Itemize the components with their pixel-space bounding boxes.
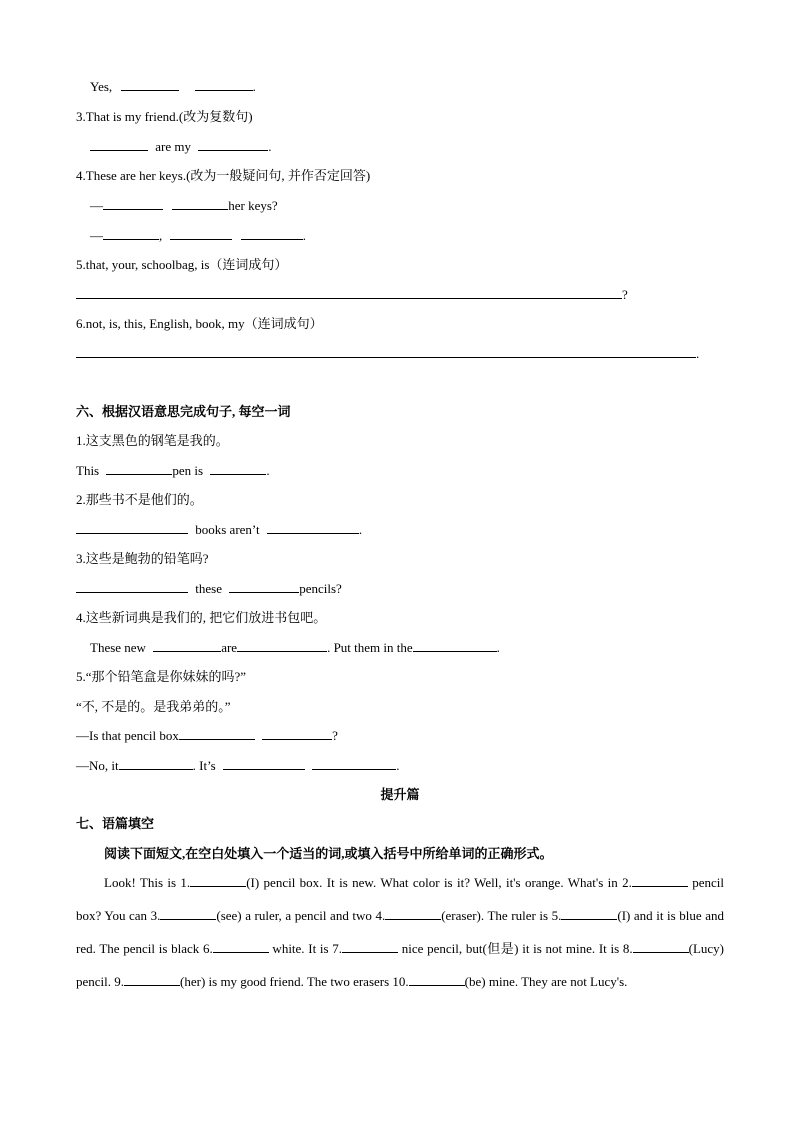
s6-q5-cn2: “不, 不是的。是我弟弟的。” [76,699,231,714]
s6-q1-answer [76,462,270,480]
answer-blank[interactable] [106,462,172,475]
section6-heading: 六、根据汉语意思完成句子, 每空一词 [76,404,291,419]
passage-text: nice pencil, but(但是) it is not mine. It is 8. [398,941,633,956]
passage-text: (eraser). The ruler is 5. [441,908,562,923]
answer-text: ? [332,728,338,743]
answer-blank[interactable] [195,78,253,91]
answer-text: these [195,581,222,596]
answer-blank[interactable] [223,757,305,770]
q5-answer-line [76,286,628,304]
s6-q1-cn: 1.这支黑色的钢笔是我的。 [76,433,229,448]
cloze-blank-2[interactable] [632,874,688,887]
cloze-blank-7[interactable] [342,940,398,953]
answer-blank[interactable] [153,639,221,652]
q4-prompt: 4.These are her keys.(改为一般疑问句, 并作否定回答) [76,168,371,183]
answer-blank[interactable] [76,345,696,358]
answer-text: This [76,463,100,478]
answer-text: pen is [172,463,204,478]
cloze-blank-1[interactable] [190,874,246,887]
s6-q5-answer-1 [76,727,338,745]
passage-text: (I) and it is blue and red. The pencil is black 6. [76,908,725,956]
answer-blank[interactable] [229,580,299,593]
q3-answer-line: are my . [90,138,271,156]
s6-q5-answer-2 [76,757,400,775]
answer-blank[interactable] [262,727,332,740]
q5-prompt: 5.that, your, schoolbag, is（连词成句） [76,257,288,272]
answer-text: her keys? [228,198,278,213]
answer-blank[interactable] [76,521,188,534]
cloze-blank-5[interactable] [561,907,617,920]
q6-prompt: 6.not, is, this, English, book, my（连词成句） [76,316,323,331]
answer-blank[interactable] [76,286,622,299]
dash: — [90,228,103,243]
passage-text: pencil box? You can 3. [76,875,724,923]
cloze-blank-8[interactable] [633,940,689,953]
comma: , [159,228,163,243]
passage-text: (her) is my good friend. The two erasers 10. [180,974,409,989]
answer-blank[interactable] [267,521,359,534]
answer-text: . Put them in the [327,640,413,655]
passage-text: Look! This is 1. [104,875,191,890]
passage-text: (I) pencil box. It is new. What color is it? Well, it's orange. What's in 2. [246,875,632,890]
s6-q3-cn: 3.这些是鲍勃的铅笔吗? [76,551,209,566]
cloze-blank-6[interactable] [213,940,269,953]
answer-blank[interactable] [210,462,266,475]
answer-blank[interactable] [198,138,268,151]
q6-answer-line [76,345,699,363]
s6-q2-cn: 2.那些书不是他们的。 [76,492,203,507]
end-mark: ? [622,287,628,302]
answer-text: pencils? [299,581,342,596]
passage-text: (Lucy) pencil. 9. [76,941,724,989]
answer-blank[interactable] [103,197,163,210]
answer-text: are my [155,139,191,154]
answer-blank[interactable] [170,227,232,240]
dash: — [90,198,103,213]
answer-text: are [221,640,238,655]
q4-answer-line-2: — , . [90,228,306,243]
section7-instruction: 阅读下面短文,在空白处填入一个适当的词,或填入括号中所给单词的正确形式。 [104,846,553,861]
s6-q2-answer [76,521,362,539]
q3-prompt: 3.That is my friend.(改为复数句) [76,109,253,124]
passage-text: (see) a ruler, a pencil and two 4. [216,908,386,923]
answer-blank[interactable] [76,580,188,593]
yes-answer-line: Yes, . [90,79,256,94]
answer-blank[interactable] [172,197,228,210]
answer-blank[interactable] [237,639,327,652]
answer-text: —No, it [76,758,119,773]
answer-blank[interactable] [179,727,255,740]
answer-blank[interactable] [413,639,497,652]
answer-blank[interactable] [121,78,179,91]
answer-text: . [358,522,363,537]
answer-blank[interactable] [90,138,148,151]
cloze-blank-3[interactable] [160,907,216,920]
s6-q4-cn: 4.这些新词典是我们的, 把它们放进书包吧。 [76,610,327,625]
answer-text: These new [90,640,146,655]
cloze-passage [76,866,724,998]
q4-answer-line-1 [90,197,278,215]
answer-text: —Is that pencil box [76,728,179,743]
s6-q3-answer [76,580,342,598]
answer-blank[interactable] [241,227,303,240]
passage-text: white. It is 7. [268,941,343,956]
answer-blank[interactable] [312,757,396,770]
answer-blank[interactable] [119,757,193,770]
answer-text: . [266,463,270,478]
end-mark: . [696,346,700,361]
yes-label: Yes, [90,79,113,94]
cloze-blank-4[interactable] [385,907,441,920]
passage-text: (be) mine. They are not Lucy's. [464,974,628,989]
cloze-blank-9[interactable] [124,973,180,986]
answer-blank[interactable] [103,227,159,240]
cloze-blank-10[interactable] [409,973,465,986]
answer-text: books aren’t [195,522,260,537]
answer-text: . [496,640,500,655]
answer-text: . It’s [192,758,216,773]
s6-q4-answer [90,639,500,657]
answer-text: . [396,758,400,773]
section7-heading: 七、语篇填空 [76,816,155,831]
advanced-title: 提升篇 [380,787,420,802]
s6-q5-cn: 5.“那个铅笔盒是你妹妹的吗?” [76,669,247,684]
